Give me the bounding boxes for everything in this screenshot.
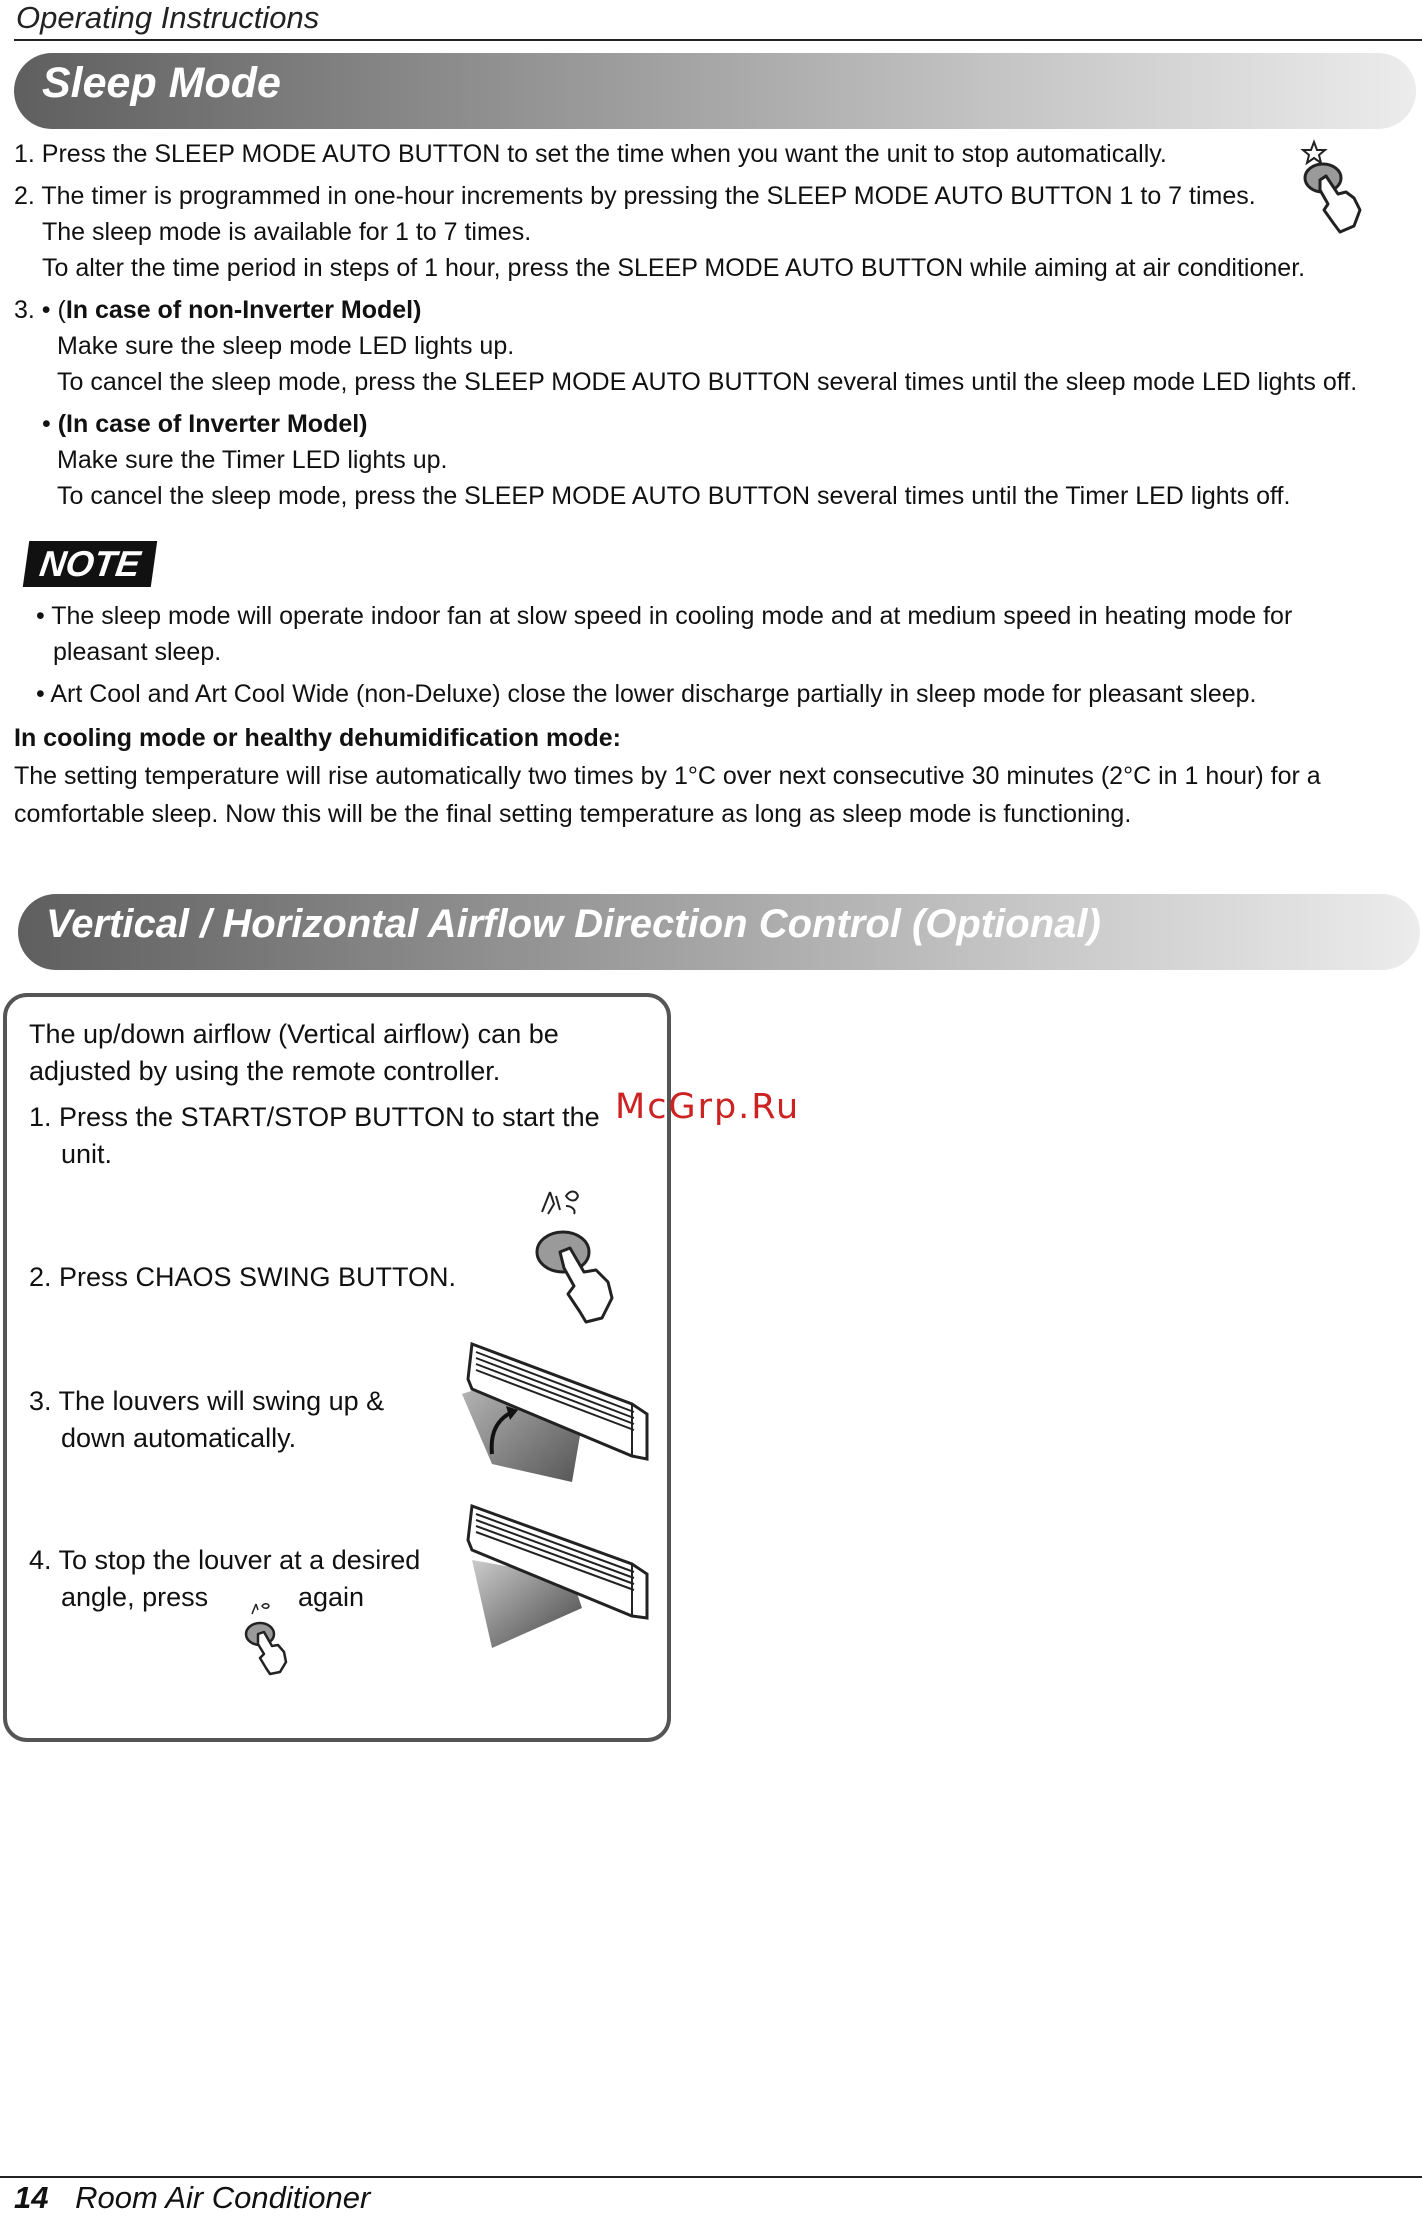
running-header: Operating Instructions xyxy=(16,0,320,35)
note-bullet-1-cont: pleasant sleep. xyxy=(53,638,222,666)
airflow-banner xyxy=(18,894,1420,970)
sleep-mode-banner xyxy=(14,53,1416,129)
bullet: • xyxy=(42,410,51,438)
sleep-button-press-icon xyxy=(1290,138,1370,238)
inverter-heading-line xyxy=(42,406,368,442)
watermark-text: McGrp.Ru xyxy=(615,1087,801,1127)
cooling-line2: comfortable sleep. Now this will be the final setting temperature as long as sleep mode is functioning. xyxy=(14,800,1132,828)
header-rule xyxy=(14,39,1422,41)
ac-unit-fixed-icon xyxy=(462,1498,652,1648)
non-inverter-line1: Make sure the sleep mode LED lights up. xyxy=(57,332,515,360)
airflow-step-4: 4. To stop the louver at a desired xyxy=(29,1545,421,1575)
airflow-step-3: 3. The louvers will swing up & xyxy=(29,1386,385,1416)
cooling-heading: In cooling mode or healthy dehumidification mode: xyxy=(14,724,621,752)
non-inverter-line2: To cancel the sleep mode, press the SLEEP MODE AUTO BUTTON several times until the sleep mode LED lights off. xyxy=(57,368,1358,396)
sleep-step-2: 2. The timer is programmed in one-hour increments by pressing the SLEEP MODE AUTO BUTTON 1 to 7 times. xyxy=(14,182,1256,210)
airflow-step-1: 1. Press the START/STOP BUTTON to start the xyxy=(29,1102,600,1132)
note-bullet-2: • Art Cool and Art Cool Wide (non-Deluxe) close the lower discharge partially in sleep mode for pleasant sleep. xyxy=(36,680,1257,708)
airflow-step-4-again: again xyxy=(298,1582,365,1612)
airflow-step-3-cont: down automatically. xyxy=(61,1423,297,1453)
inverter-line1: Make sure the Timer LED lights up. xyxy=(57,446,448,474)
cooling-line1: The setting temperature will rise automatically two times by 1°C over next consecutive 30 minutes (2°C in 1 hour) for a xyxy=(14,762,1321,790)
airflow-title: Vertical / Horizontal Airflow Direction Control (Optional) xyxy=(46,902,1101,946)
note-bullet-1: • The sleep mode will operate indoor fan at slow speed in cooling mode and at medium speed in heating mode for xyxy=(36,602,1293,630)
airflow-step-4-press: angle, press xyxy=(61,1582,209,1612)
sleep-step-2-line3: To alter the time period in steps of 1 hour, press the SLEEP MODE AUTO BUTTON while aiming at air conditioner. xyxy=(42,254,1306,282)
footer-title: Room Air Conditioner xyxy=(75,2180,371,2215)
airflow-step-2: 2. Press CHAOS SWING BUTTON. xyxy=(29,1262,457,1292)
ac-unit-swing-icon xyxy=(462,1334,652,1484)
sleep-step-1: 1. Press the SLEEP MODE AUTO BUTTON to set the time when you want the unit to stop automatically. xyxy=(14,140,1167,168)
sleep-mode-title: Sleep Mode xyxy=(42,59,281,107)
sleep-step-2-line2: The sleep mode is available for 1 to 7 times. xyxy=(42,218,532,246)
step-3-prefix: 3. • ( xyxy=(14,296,66,324)
inverter-line2: To cancel the sleep mode, press the SLEEP MODE AUTO BUTTON several times until the Timer LED lights off. xyxy=(57,482,1291,510)
non-inverter-heading: In case of non-Inverter Model) xyxy=(65,296,422,324)
inverter-heading: (In case of Inverter Model) xyxy=(57,410,368,438)
sleep-step-3-heading xyxy=(14,292,421,328)
chaos-swing-button-icon xyxy=(530,1182,630,1327)
footer xyxy=(14,2180,370,2216)
chaos-swing-small-icon xyxy=(242,1600,298,1676)
airflow-step-1-cont: unit. xyxy=(61,1139,113,1169)
note-badge: NOTE xyxy=(23,541,157,587)
page-number: 14 xyxy=(14,2180,49,2215)
airflow-intro-line2: adjusted by using the remote controller. xyxy=(29,1056,501,1086)
airflow-intro-line1: The up/down airflow (Vertical airflow) can be xyxy=(29,1019,559,1049)
footer-rule xyxy=(0,2176,1422,2178)
